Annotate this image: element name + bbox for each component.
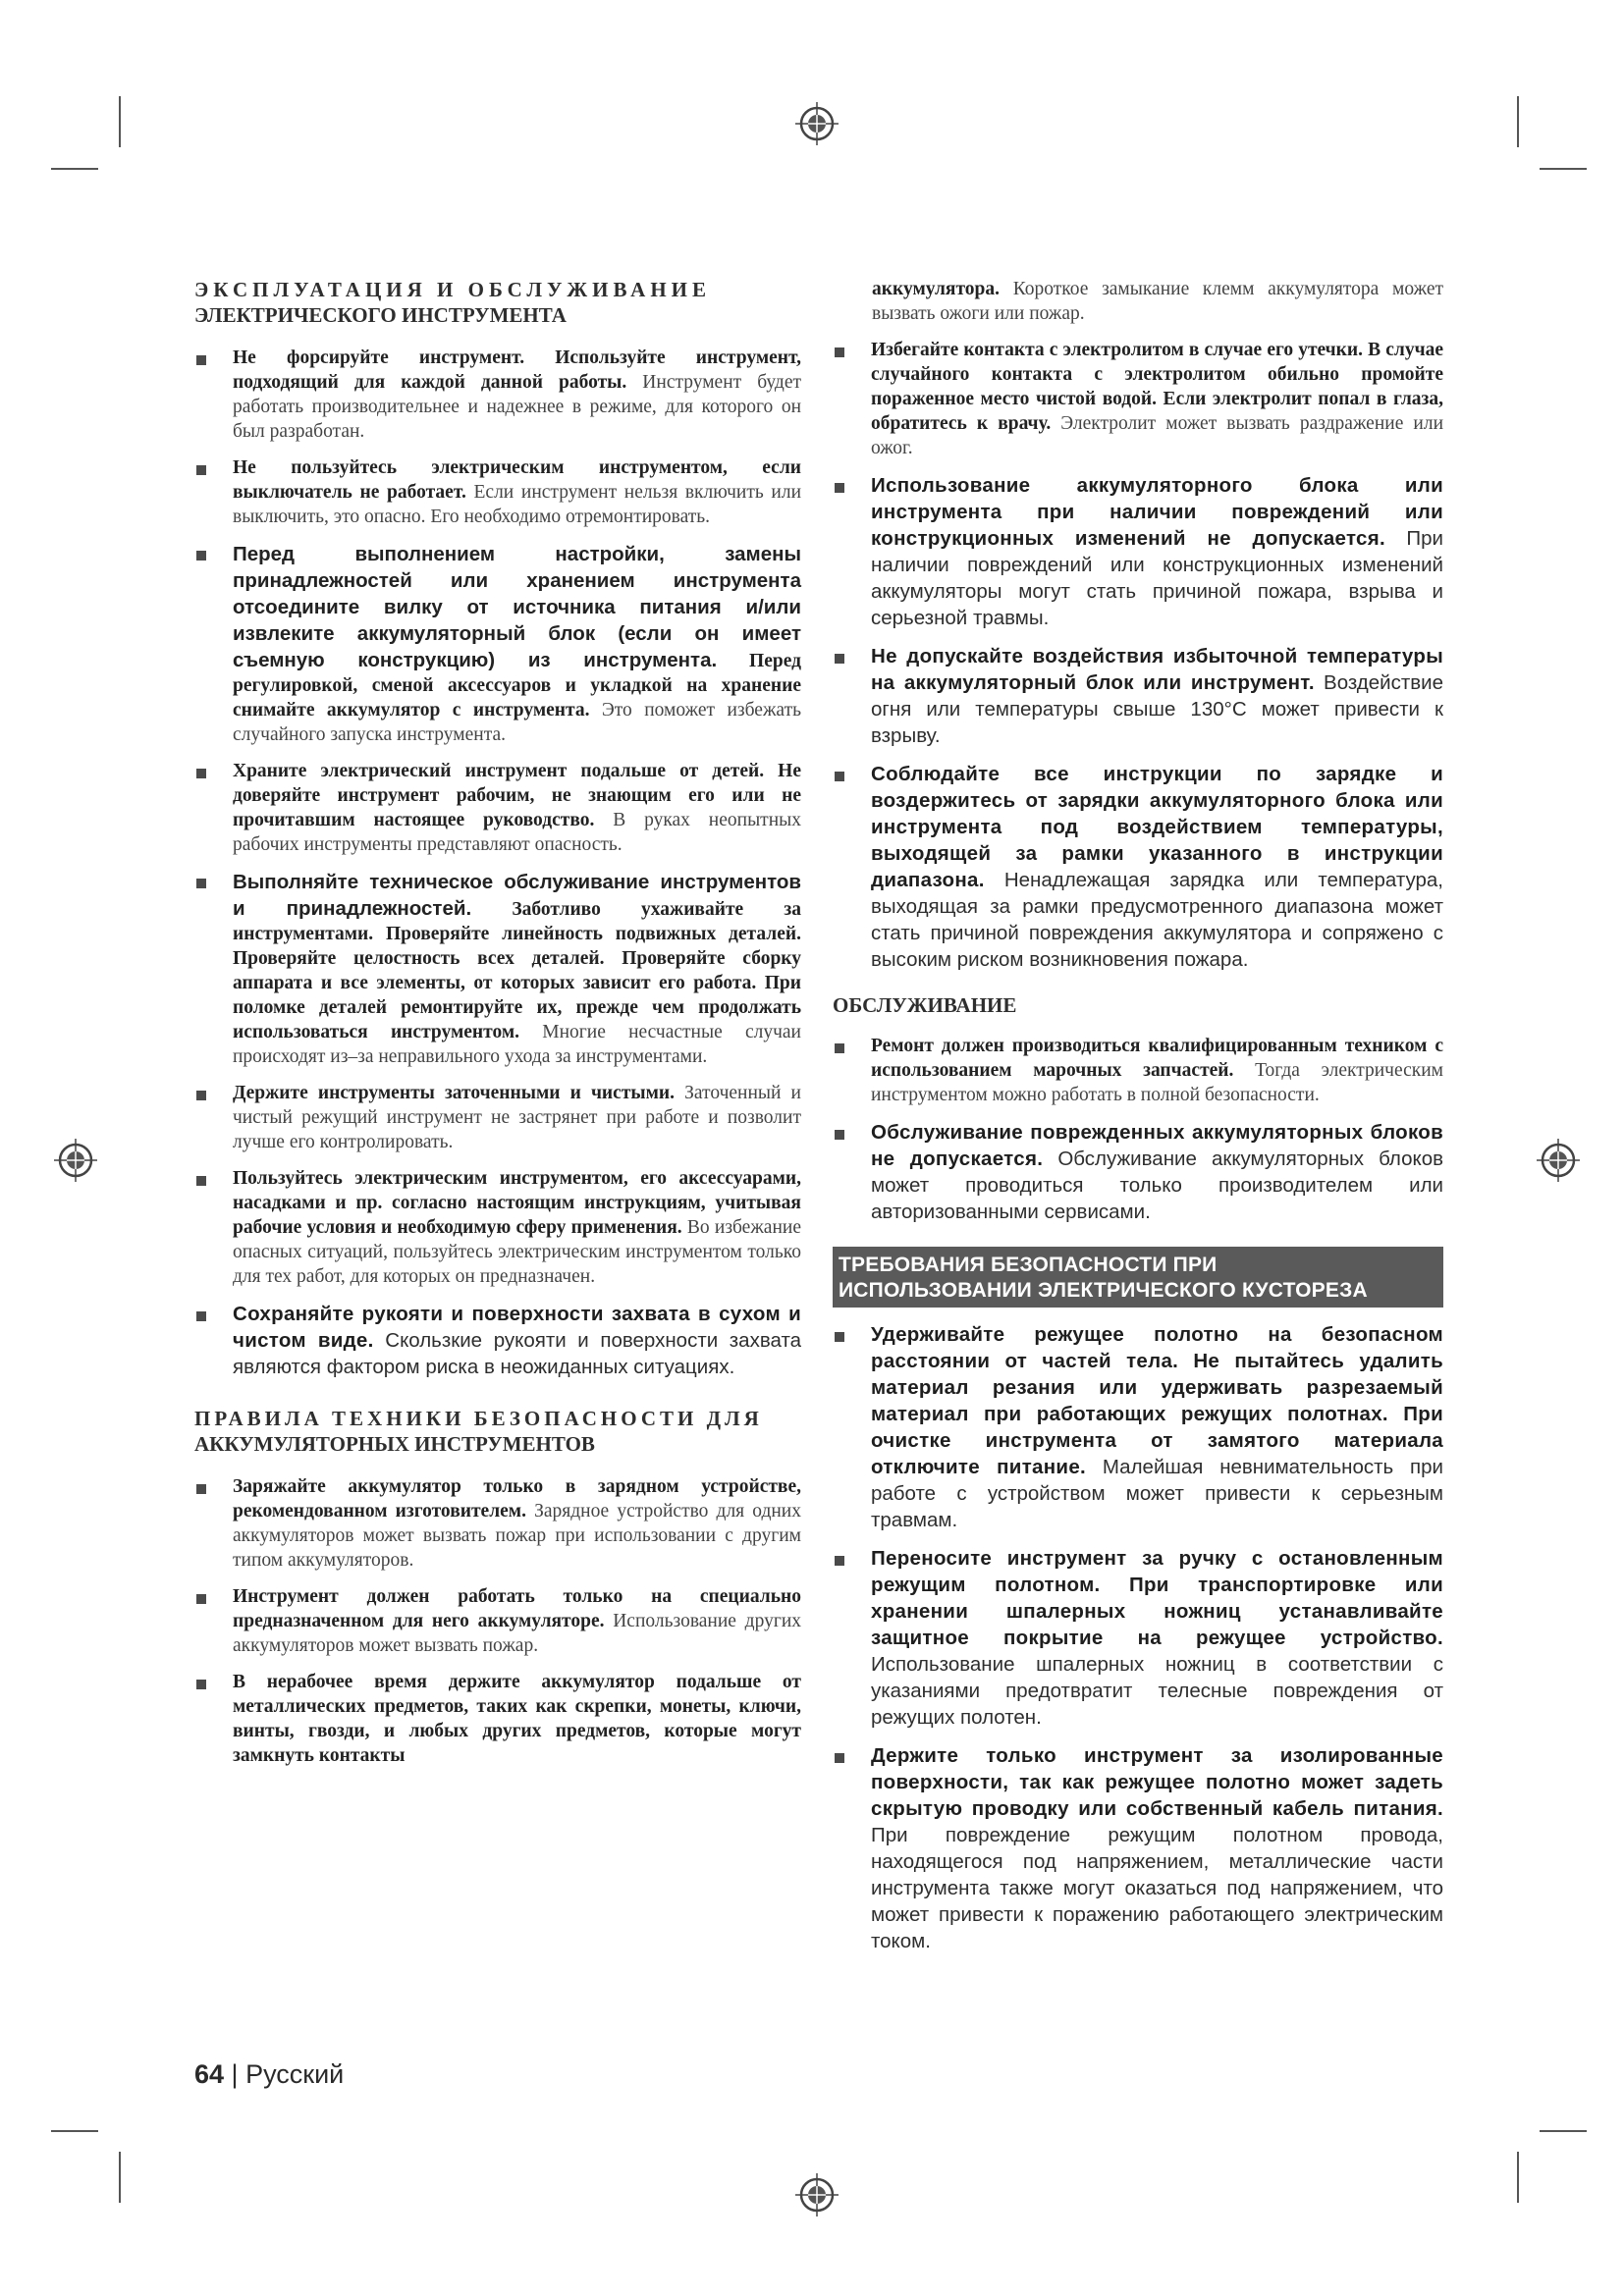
item-text: В руках неопытных рабочих инструменты представляют опасность. — [233, 810, 801, 855]
item-text: Заточенный и чистый режущий инструмент не застрянет при работе и позволит лучше его контролировать. — [233, 1083, 801, 1152]
list-item — [194, 759, 801, 857]
item-bold-text: Не пользуйтесь электрическим инструментом, если выключатель не работает. — [233, 457, 801, 503]
list-item — [833, 1545, 1443, 1731]
list-item — [194, 455, 801, 529]
item-bold-text: Избегайте контакта с электролитом в случае его утечки. В случае случайного контакта с электролитом обильно промойте пораженное место чистой водой. Если электролит попал в глаза, обратитесь к врачу. — [871, 340, 1443, 434]
section-heading-battery-rules — [194, 1406, 801, 1457]
list-item — [833, 643, 1443, 749]
item-bold-text: Переносите инструмент за ручку с остановленным режущим полотном. При транспортировке или хранении шпалерных ножниц устанавливайте защитное покрытие на режущее устройство. — [871, 1547, 1443, 1649]
crop-mark — [119, 96, 121, 147]
item-bold-text: Удерживайте режущее полотно на безопасном расстоянии от частей тела. Не пытайтесь удалить материал резания или удерживать разрезаемый материал при работающих режущих полотнах. При очистке инструмента от замятого материала отключите питание. — [871, 1323, 1443, 1478]
footer-language: Русский — [245, 2059, 345, 2089]
list-item — [833, 338, 1443, 460]
item-bold-text: Не допускайте воздействия избыточной температуры на аккумуляторный блок или инструмент. — [871, 645, 1443, 694]
list-item — [194, 346, 801, 444]
item-bold-text: Обслуживание поврежденных аккумуляторных блоков не допускается. — [871, 1121, 1443, 1170]
item-bold-text: Ремонт должен производиться квалифицированным техником с использованием марочных запчастей. — [871, 1036, 1443, 1081]
continuation-paragraph — [833, 277, 1443, 326]
registration-mark-icon — [1536, 1138, 1581, 1183]
list-item — [833, 1321, 1443, 1533]
item-text: Тогда электрическим инструментом можно работать в полной безопасности. — [871, 1060, 1443, 1105]
item-bold-text: Держите инструменты заточенными и чистыми. — [233, 1083, 676, 1103]
list-item — [833, 472, 1443, 631]
item-bold-text: Заряжайте аккумулятор только в зарядном устройстве, рекомендованном изготовителем. — [233, 1476, 801, 1522]
item-bold-text: Заботливо ухаживайте за инструментами. Проверяйте линейность подвижных деталей. Проверяйте целостность всех деталей. Проверяйте сборку аппарата и все элементы, от которых зависит его работа. При поломке деталей ремонтируйте их, прежде чем продолжать использоваться инструментом. — [233, 899, 801, 1042]
crop-mark — [1540, 168, 1587, 170]
item-text: Инструмент будет работать производительнее и надежнее в режиме, для которого он был разработан. — [233, 372, 801, 442]
crop-mark — [51, 168, 98, 170]
hedge-trimmer-safety-banner — [833, 1247, 1443, 1308]
heading-line: АККУМУЛЯТОРНЫХ ИНСТРУМЕНТОВ — [194, 1432, 595, 1456]
list-item — [194, 1081, 801, 1154]
list-item — [833, 761, 1443, 973]
item-text: Зарядное устройство для одних аккумуляторов может вызвать пожар при использовании с другим типом аккумуляторов. — [233, 1501, 801, 1571]
banner-line: ТРЕБОВАНИЯ БЕЗОПАСНОСТИ ПРИ — [839, 1254, 1218, 1276]
item-text: Ненадлежащая зарядка или температура, выходящая за рамки предусмотренного диапазона может стать причиной повреждения аккумулятора и сопряжено с высоким риском возникновения пожара. — [871, 869, 1443, 971]
list-item — [194, 1670, 801, 1768]
list-item — [194, 1474, 801, 1573]
item-bold-text: аккумулятора. — [872, 279, 1001, 299]
list-item — [194, 541, 801, 747]
item-text: При повреждение режущим полотном провода, находящегося под напряжением, металлические части инструмента также могут оказаться под напряжением, что может привести к поражению работающего электрическим током. — [871, 1824, 1443, 1952]
list-item — [833, 1119, 1443, 1225]
registration-mark-icon — [794, 2172, 839, 2217]
crop-mark — [1517, 96, 1519, 147]
registration-mark-icon — [794, 101, 839, 146]
item-bold-text: Перед регулировкой, сменой аксессуаров и укладкой на хранение снимайте аккумулятор с инструмента. — [233, 651, 801, 721]
crop-mark — [1540, 2130, 1587, 2132]
section-heading-operation — [194, 277, 801, 328]
heading-line: ПРАВИЛА ТЕХНИКИ БЕЗОПАСНОСТИ ДЛЯ — [194, 1407, 763, 1430]
item-bold-text: Выполняйте техническое обслуживание инструментов и принадлежностей. — [233, 871, 801, 920]
item-bold-text: В нерабочее время держите аккумулятор подальше от металлических предметов, таких как скрепки, монеты, ключи, винты, гвозди, и любых других предметов, которые могут замкнуть контакты — [233, 1672, 801, 1766]
heading-line: ЭКСПЛУАТАЦИЯ И ОБСЛУЖИВАНИЕ — [194, 278, 712, 301]
list-item — [194, 1166, 801, 1289]
item-bold-text: Держите только инструмент за изолированные поверхности, так как режущее полотно может задеть скрытую проводку или собственный кабель питания. — [871, 1744, 1443, 1820]
list-item — [194, 1301, 801, 1380]
item-text: Малейшая невнимательность при работе с устройством может привести к серьезным травмам. — [871, 1456, 1443, 1531]
crop-mark — [1517, 2152, 1519, 2203]
item-bold-text: Соблюдайте все инструкции по зарядке и воздержитесь от зарядки аккумуляторного блока или инструмента под воздействием температуры, выходящей за рамки указанного в инструкции диапазона. — [871, 763, 1443, 891]
section-heading-service: ОБСЛУЖИВАНИЕ — [833, 993, 1017, 1017]
left-column — [194, 277, 801, 1780]
item-text: Использование других аккумуляторов может вызвать пожар. — [233, 1611, 801, 1656]
item-text: Во избежание опасных ситуаций, пользуйтесь электрическим инструментом только для тех работ, для которых он предназначен. — [233, 1217, 801, 1287]
footer-separator: | — [224, 2059, 246, 2089]
banner-line: ИСПОЛЬЗОВАНИИ ЭЛЕКТРИЧЕСКОГО КУСТОРЕЗА — [839, 1279, 1368, 1302]
item-bold-text: Использование аккумуляторного блока или инструмента при наличии повреждений или конструкционных изменений не допускается. — [871, 474, 1443, 550]
item-bold-text: Храните электрический инструмент подальше от детей. Не доверяйте инструмент рабочим, не знающим его или не прочитавшим настоящее руководство. — [233, 761, 801, 830]
right-column — [833, 277, 1443, 1966]
item-text: Если инструмент нельзя включить или выключить, это опасно. Его необходимо отремонтировать. — [233, 482, 802, 527]
item-text: Воздействие огня или температуры свыше 130°C может привести к взрыву. — [871, 671, 1444, 747]
item-text: Обслуживание аккумуляторных блоков может проводиться только производителем или авторизованными сервисами. — [871, 1148, 1443, 1223]
item-text: Электролит может вызвать раздражение или ожог. — [871, 413, 1444, 458]
heading-line: ЭЛЕКТРИЧЕСКОГО ИНСТРУМЕНТА — [194, 303, 567, 327]
list-item — [833, 1034, 1443, 1107]
item-bold-text: Перед выполнением настройки, замены принадлежностей или хранением инструмента отсоедините вилку от источника питания и/или извлеките аккумуляторный блок (если он имеет съемную конструкцию) из инструмента. — [233, 543, 801, 671]
item-bold-text: Не форсируйте инструмент. Используйте инструмент, подходящий для каждой данной работы. — [233, 347, 801, 393]
page-footer — [194, 2059, 344, 2090]
list-item — [194, 869, 801, 1069]
crop-mark — [119, 2152, 121, 2203]
item-bold-text: Пользуйтесь электрическим инструментом, его аксессуарами, насадками и пр. согласно настоящим инструкциям, учитывая рабочие условия и необходимую сферу применения. — [233, 1168, 801, 1238]
page-number: 64 — [194, 2059, 225, 2089]
item-text: Скользкие рукояти и поверхности захвата являются фактором риска в неожиданных ситуациях. — [233, 1329, 802, 1378]
list-item — [833, 1742, 1443, 1954]
item-text: Короткое замыкание клемм аккумулятора может вызвать ожоги или пожар. — [872, 279, 1443, 324]
item-text: Это поможет избежать случайного запуска инструмента. — [233, 700, 801, 745]
crop-mark — [51, 2130, 98, 2132]
item-bold-text: Инструмент должен работать только на специально предназначенном для него аккумуляторе. — [233, 1586, 801, 1631]
list-item — [194, 1584, 801, 1658]
item-text: Многие несчастные случаи происходят из–за неправильного ухода за инструментами. — [233, 1022, 801, 1067]
item-text: Использование шпалерных ножниц в соответствии с указаниями предотвратит телесные повреждения от режущих полотен. — [871, 1653, 1443, 1729]
item-bold-text: Сохраняйте рукояти и поверхности захвата в сухом и чистом виде. — [233, 1303, 801, 1352]
registration-mark-icon — [53, 1138, 98, 1183]
item-text: При наличии повреждений или конструкционных изменений аккумуляторы могут стать причиной пожара, взрыва и серьезной травмы. — [871, 527, 1443, 629]
